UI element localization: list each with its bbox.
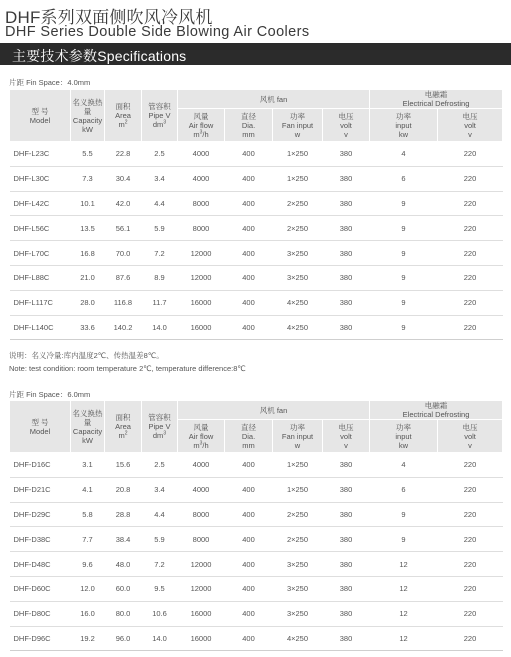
cell-fan-volt: 380	[323, 142, 370, 167]
cell-capacity: 9.6	[71, 552, 105, 577]
cell-air-flow: 12000	[178, 552, 225, 577]
header-fan-volt: 电压 volt v	[323, 109, 370, 142]
cell-capacity: 5.8	[71, 502, 105, 527]
test-condition-notes	[9, 350, 246, 375]
cell-fan-diameter: 400	[225, 477, 273, 502]
cell-fan-volt: 380	[323, 166, 370, 191]
table-row	[10, 166, 503, 191]
header-defrost-group: 电融霜 Electrical Defrosting	[370, 90, 503, 109]
cell-capacity: 7.7	[71, 527, 105, 552]
cell-air-flow: 16000	[178, 626, 225, 651]
cell-area: 70.0	[105, 241, 142, 266]
table-row	[10, 576, 503, 601]
cell-area: 140.2	[105, 315, 142, 340]
cell-fan-volt: 380	[323, 241, 370, 266]
header-area: 面积 Area $m^2$	[105, 90, 142, 142]
cell-area: 87.6	[105, 265, 142, 290]
cell-capacity: 13.5	[71, 216, 105, 241]
cell-defrost-volt: 220	[438, 216, 503, 241]
cell-model: DHF-L88C	[10, 265, 71, 290]
cell-defrost-input: 9	[370, 241, 438, 266]
cell-fan-input: 3×250	[273, 241, 323, 266]
cell-fan-volt: 380	[323, 477, 370, 502]
cell-defrost-input: 6	[370, 166, 438, 191]
cell-fan-input: 2×250	[273, 502, 323, 527]
cell-defrost-volt: 220	[438, 166, 503, 191]
header-fan-volt: 电压 volt v	[323, 420, 370, 453]
cell-defrost-volt: 220	[438, 601, 503, 626]
table-row	[10, 191, 503, 216]
cell-capacity: 12.0	[71, 576, 105, 601]
cell-defrost-volt: 220	[438, 477, 503, 502]
cell-fan-volt: 380	[323, 576, 370, 601]
cell-fan-input: 3×250	[273, 601, 323, 626]
cell-model: DHF-D38C	[10, 527, 71, 552]
cell-fan-diameter: 400	[225, 142, 273, 167]
cell-fan-volt: 380	[323, 552, 370, 577]
cell-defrost-input: 9	[370, 216, 438, 241]
cell-defrost-input: 9	[370, 265, 438, 290]
cell-defrost-volt: 220	[438, 315, 503, 340]
cell-model: DHF-D16C	[10, 453, 71, 478]
cell-pipe-volume: 2.5	[142, 453, 178, 478]
cell-fan-input: 2×250	[273, 216, 323, 241]
cell-pipe-volume: 5.9	[142, 527, 178, 552]
cell-area: 80.0	[105, 601, 142, 626]
cell-fan-diameter: 400	[225, 290, 273, 315]
table-row	[10, 601, 503, 626]
table-row	[10, 552, 503, 577]
header-pipe-volume: 管容积 Pipe V $dm^3$	[142, 401, 178, 453]
table-row	[10, 315, 503, 340]
table-row	[10, 453, 503, 478]
cell-fan-input: 2×250	[273, 527, 323, 552]
table-row	[10, 290, 503, 315]
cell-model: DHF-D96C	[10, 626, 71, 651]
cell-air-flow: 16000	[178, 315, 225, 340]
cell-fan-diameter: 400	[225, 502, 273, 527]
cell-air-flow: 12000	[178, 265, 225, 290]
cell-fan-input: 1×250	[273, 142, 323, 167]
header-capacity: 名义换热量 Capacity kW	[71, 90, 105, 142]
header-defrost-input: 功率 input kw	[370, 109, 438, 142]
cell-pipe-volume: 10.6	[142, 601, 178, 626]
cell-defrost-input: 12	[370, 601, 438, 626]
cell-model: DHF-D60C	[10, 576, 71, 601]
cell-air-flow: 4000	[178, 477, 225, 502]
cell-defrost-input: 12	[370, 576, 438, 601]
note-chinese: 说明：名义冷量:库内温度2℃、传热温差8℃。	[9, 351, 164, 360]
cell-capacity: 7.3	[71, 166, 105, 191]
cell-capacity: 33.6	[71, 315, 105, 340]
cell-air-flow: 8000	[178, 527, 225, 552]
table-row	[10, 241, 503, 266]
cell-model: DHF-D80C	[10, 601, 71, 626]
cell-fan-diameter: 400	[225, 576, 273, 601]
cell-area: 20.8	[105, 477, 142, 502]
table-row	[10, 142, 503, 167]
cell-model: DHF-L117C	[10, 290, 71, 315]
header-defrost-input: 功率 input kw	[370, 420, 438, 453]
cell-defrost-volt: 220	[438, 142, 503, 167]
table-row	[10, 502, 503, 527]
cell-pipe-volume: 3.4	[142, 477, 178, 502]
table-row	[10, 527, 503, 552]
cell-air-flow: 8000	[178, 191, 225, 216]
cell-fan-volt: 380	[323, 191, 370, 216]
cell-capacity: 19.2	[71, 626, 105, 651]
cell-model: DHF-D29C	[10, 502, 71, 527]
cell-fan-diameter: 400	[225, 527, 273, 552]
header-fan-diameter: 直径 Dia. mm	[225, 109, 273, 142]
cell-air-flow: 16000	[178, 601, 225, 626]
fin-space-label-1: 片距 Fin Space：4.0mm	[9, 78, 91, 87]
cell-area: 96.0	[105, 626, 142, 651]
cell-model: DHF-D48C	[10, 552, 71, 577]
cell-fan-input: 1×250	[273, 453, 323, 478]
cell-area: 116.8	[105, 290, 142, 315]
cell-area: 30.4	[105, 166, 142, 191]
cell-defrost-volt: 220	[438, 527, 503, 552]
cell-model: DHF-L23C	[10, 142, 71, 167]
cell-fan-volt: 380	[323, 502, 370, 527]
section-title: 主要技术参数Specifications	[12, 48, 187, 64]
cell-defrost-volt: 220	[438, 453, 503, 478]
cell-area: 28.8	[105, 502, 142, 527]
cell-fan-input: 3×250	[273, 552, 323, 577]
header-fan-group: 风机 fan	[178, 90, 370, 109]
cell-fan-volt: 380	[323, 601, 370, 626]
cell-fan-diameter: 400	[225, 601, 273, 626]
cell-fan-volt: 380	[323, 315, 370, 340]
cell-defrost-input: 9	[370, 191, 438, 216]
table-row	[10, 477, 503, 502]
cell-defrost-volt: 220	[438, 241, 503, 266]
cell-air-flow: 12000	[178, 576, 225, 601]
cell-fan-diameter: 400	[225, 216, 273, 241]
cell-area: 22.8	[105, 142, 142, 167]
cell-defrost-input: 4	[370, 453, 438, 478]
cell-pipe-volume: 5.9	[142, 216, 178, 241]
cell-pipe-volume: 3.4	[142, 166, 178, 191]
cell-pipe-volume: 11.7	[142, 290, 178, 315]
cell-defrost-input: 4	[370, 142, 438, 167]
cell-fan-diameter: 400	[225, 166, 273, 191]
cell-fan-input: 2×250	[273, 191, 323, 216]
cell-fan-volt: 380	[323, 216, 370, 241]
header-fan-input: 功率 Fan input w	[273, 109, 323, 142]
cell-pipe-volume: 7.2	[142, 241, 178, 266]
cell-air-flow: 12000	[178, 241, 225, 266]
cell-fan-volt: 380	[323, 265, 370, 290]
cell-pipe-volume: 14.0	[142, 626, 178, 651]
cell-fan-input: 4×250	[273, 290, 323, 315]
cell-model: DHF-L42C	[10, 191, 71, 216]
cell-defrost-input: 12	[370, 626, 438, 651]
cell-model: DHF-L70C	[10, 241, 71, 266]
cell-fan-diameter: 400	[225, 626, 273, 651]
table-row	[10, 626, 503, 651]
cell-fan-diameter: 400	[225, 191, 273, 216]
cell-pipe-volume: 9.5	[142, 576, 178, 601]
cell-fan-input: 1×250	[273, 477, 323, 502]
cell-fan-input: 3×250	[273, 265, 323, 290]
cell-fan-input: 4×250	[273, 626, 323, 651]
table-row	[10, 265, 503, 290]
cell-capacity: 21.0	[71, 265, 105, 290]
cell-fan-volt: 380	[323, 290, 370, 315]
cell-defrost-input: 12	[370, 552, 438, 577]
cell-fan-volt: 380	[323, 453, 370, 478]
cell-capacity: 16.0	[71, 601, 105, 626]
page-title-chinese: DHF系列双面侧吹风冷风机	[5, 8, 213, 27]
cell-fan-volt: 380	[323, 626, 370, 651]
cell-pipe-volume: 14.0	[142, 315, 178, 340]
note-english: Note: test condition: room temperature 2℃, temperature difference:8℃	[9, 363, 246, 373]
cell-air-flow: 4000	[178, 453, 225, 478]
cell-defrost-input: 9	[370, 290, 438, 315]
cell-area: 48.0	[105, 552, 142, 577]
header-fan-group: 风机 fan	[178, 401, 370, 420]
cell-area: 38.4	[105, 527, 142, 552]
cell-defrost-volt: 220	[438, 191, 503, 216]
cell-defrost-volt: 220	[438, 576, 503, 601]
cell-area: 15.6	[105, 453, 142, 478]
cell-defrost-volt: 220	[438, 552, 503, 577]
fin-space-label-2: 片距 Fin Space：6.0mm	[9, 390, 91, 399]
cell-fan-input: 4×250	[273, 315, 323, 340]
cell-air-flow: 16000	[178, 290, 225, 315]
spec-table-1	[9, 89, 503, 340]
cell-area: 42.0	[105, 191, 142, 216]
cell-model: DHF-L56C	[10, 216, 71, 241]
header-defrost-volt: 电压 volt v	[438, 109, 503, 142]
cell-air-flow: 4000	[178, 142, 225, 167]
cell-defrost-volt: 220	[438, 290, 503, 315]
header-fan-input: 功率 Fan input w	[273, 420, 323, 453]
cell-fan-input: 1×250	[273, 166, 323, 191]
table-row	[10, 216, 503, 241]
header-air-flow: 风量 Air flow $m^3/h$	[178, 109, 225, 142]
header-defrost-group: 电融霜 Electrical Defrosting	[370, 401, 503, 420]
cell-pipe-volume: 7.2	[142, 552, 178, 577]
page-title-english: DHF Series Double Side Blowing Air Coolers	[5, 24, 310, 40]
cell-defrost-volt: 220	[438, 265, 503, 290]
cell-capacity: 28.0	[71, 290, 105, 315]
cell-capacity: 4.1	[71, 477, 105, 502]
cell-fan-diameter: 400	[225, 453, 273, 478]
cell-pipe-volume: 2.5	[142, 142, 178, 167]
cell-capacity: 10.1	[71, 191, 105, 216]
header-pipe-volume: 管容积 Pipe V $dm^3$	[142, 90, 178, 142]
cell-area: 56.1	[105, 216, 142, 241]
cell-air-flow: 8000	[178, 216, 225, 241]
cell-air-flow: 4000	[178, 166, 225, 191]
cell-defrost-input: 6	[370, 477, 438, 502]
header-defrost-volt: 电压 volt v	[438, 420, 503, 453]
cell-defrost-input: 9	[370, 502, 438, 527]
cell-model: DHF-L30C	[10, 166, 71, 191]
cell-fan-volt: 380	[323, 527, 370, 552]
cell-capacity: 16.8	[71, 241, 105, 266]
cell-fan-diameter: 400	[225, 315, 273, 340]
header-air-flow: 风量 Air flow $m^3/h$	[178, 420, 225, 453]
cell-defrost-volt: 220	[438, 626, 503, 651]
header-capacity: 名义换热量 Capacity kW	[71, 401, 105, 453]
cell-model: DHF-D21C	[10, 477, 71, 502]
header-fan-diameter: 直径 Dia. mm	[225, 420, 273, 453]
cell-fan-diameter: 400	[225, 265, 273, 290]
header-model: 型 号 Model	[10, 401, 71, 453]
cell-defrost-input: 9	[370, 527, 438, 552]
cell-defrost-volt: 220	[438, 502, 503, 527]
cell-air-flow: 8000	[178, 502, 225, 527]
cell-fan-input: 3×250	[273, 576, 323, 601]
cell-defrost-input: 9	[370, 315, 438, 340]
cell-area: 60.0	[105, 576, 142, 601]
cell-pipe-volume: 4.4	[142, 191, 178, 216]
cell-pipe-volume: 8.9	[142, 265, 178, 290]
cell-fan-diameter: 400	[225, 241, 273, 266]
header-model: 型 号 Model	[10, 90, 71, 142]
cell-fan-diameter: 400	[225, 552, 273, 577]
cell-pipe-volume: 4.4	[142, 502, 178, 527]
cell-model: DHF-L140C	[10, 315, 71, 340]
cell-capacity: 3.1	[71, 453, 105, 478]
cell-capacity: 5.5	[71, 142, 105, 167]
section-header-bar	[0, 43, 511, 65]
spec-table-2	[9, 400, 503, 651]
header-area: 面积 Area $m^2$	[105, 401, 142, 453]
